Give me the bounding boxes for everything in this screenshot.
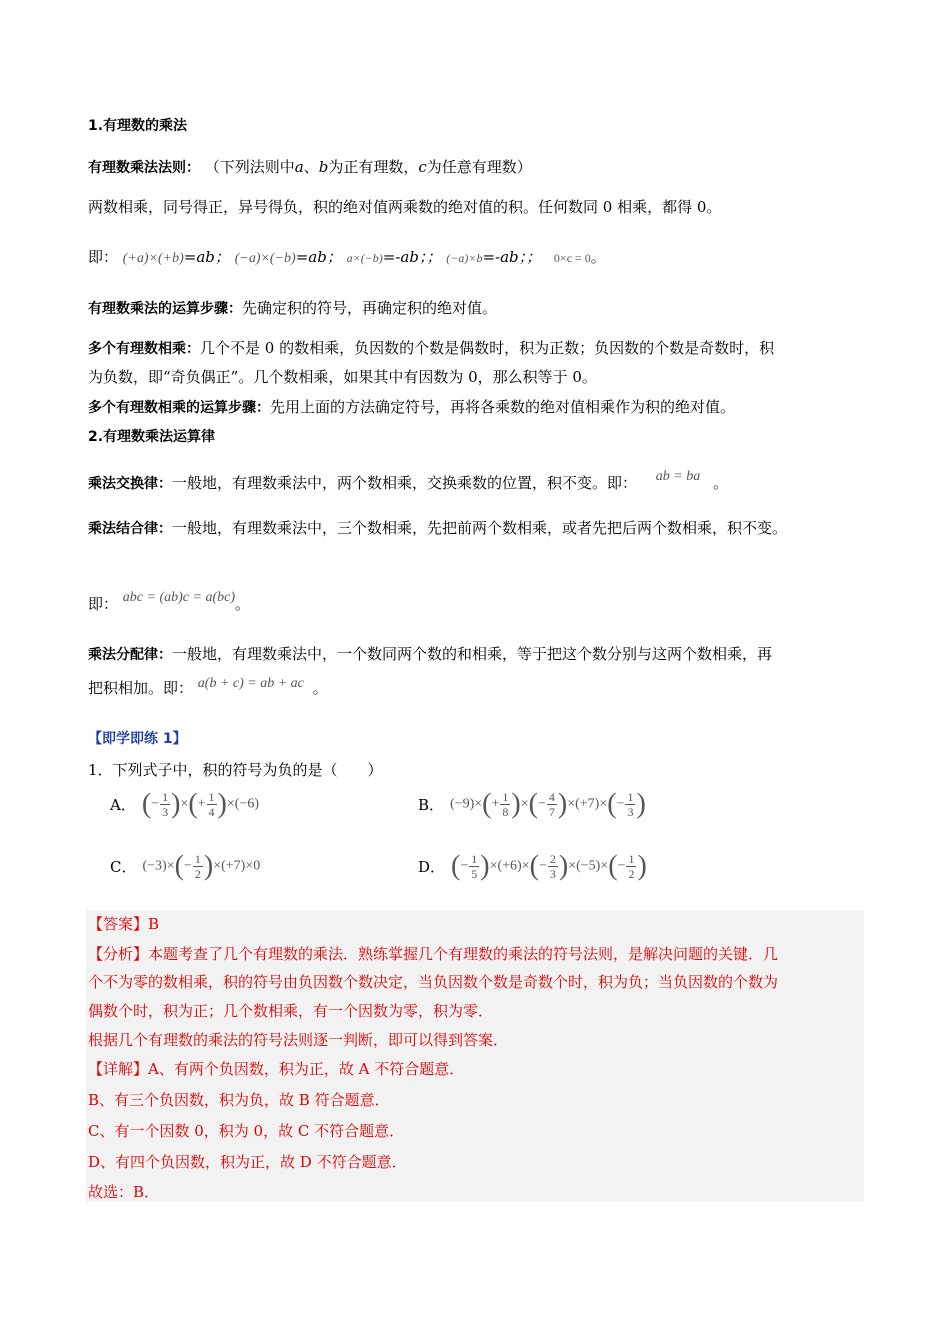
analysis-tag: 【分析】 bbox=[88, 945, 149, 963]
detail-tag: 【详解】 bbox=[88, 1060, 149, 1078]
multi-steps-text: 先用上面的方法确定符号，再将各乘数的绝对值相乘作为积的绝对值。 bbox=[270, 398, 736, 416]
rule-note-1: （下列法则中 bbox=[204, 158, 295, 176]
formula-3: a×(−b) bbox=[346, 251, 383, 265]
rule-formulas bbox=[88, 243, 870, 273]
option-a-expr: (− $\frac{1}{3}$ )×(+ $\frac{1}{4}$ )×(−6) bbox=[141, 788, 260, 820]
option-d[interactable] bbox=[418, 852, 647, 881]
steps-label: 有理数乘法的运算步骤： bbox=[88, 301, 242, 317]
detail-line-3: C、有一个因数 0，积为 0，故 C 不符合题意． bbox=[88, 1122, 405, 1140]
comm-formula: ab = ba bbox=[655, 469, 701, 484]
dist-line-2 bbox=[88, 674, 870, 704]
ji-label: 即： bbox=[88, 248, 119, 266]
option-c-expr: (−3)×(− $\frac{1}{2}$ )×(+7)×0 bbox=[142, 850, 261, 882]
dist-text-2: 把积相加。即： bbox=[88, 679, 194, 697]
analysis-line-4: 根据几个有理数的乘法的符号法则逐一判断，即可以得到答案． bbox=[88, 1031, 509, 1049]
var-b: b bbox=[318, 158, 329, 176]
analysis-line-3: 偶数个时，积为正；几个数相乘，有一个因数为零，积为零． bbox=[88, 1002, 494, 1020]
dist-text-1: 一般地，有理数乘法中，一个数同两个数的和相乘，等于把这个数分别与这两个数相乘，再 bbox=[172, 645, 773, 663]
comm-end: 。 bbox=[713, 474, 729, 492]
result-3: =-ab；； bbox=[382, 248, 442, 266]
detail-line-1 bbox=[88, 1055, 860, 1083]
rule-label: 有理数乘法法则： bbox=[88, 160, 200, 176]
assoc-ji: 即： bbox=[88, 595, 119, 613]
answer-tag: 【答案】 bbox=[88, 915, 149, 933]
question-text: 1．下列式子中，积的符号为负的是（ ） bbox=[88, 761, 383, 779]
rule-note-3: 为任意有理数） bbox=[426, 158, 532, 176]
section1-title: 1.有理数的乘法 bbox=[88, 118, 188, 134]
dist-label: 乘法分配律： bbox=[88, 647, 172, 663]
detail-text-1: A、有两个负因数，积为正，故 A 不符合题意． bbox=[148, 1060, 465, 1078]
rule-text: 两数相乘，同号得正，异号得负，积的绝对值两乘数的绝对值的积。任何数同 0 相乘，都得 0。 bbox=[88, 198, 722, 216]
sep-dun: 、 bbox=[303, 158, 319, 176]
rule-note-2: 为正有理数， bbox=[328, 158, 419, 176]
option-b-label: B． bbox=[418, 795, 445, 814]
steps-line bbox=[88, 294, 870, 323]
option-a-label: A． bbox=[110, 795, 136, 814]
comm-text: 一般地，有理数乘法中，两个数相乘，交换乘数的位置，积不变。即： bbox=[172, 474, 638, 492]
result-2: =ab； bbox=[295, 248, 342, 266]
steps-text: 先确定积的符号，再确定积的绝对值。 bbox=[242, 299, 498, 317]
option-b-expr: (−9)×(+ $\frac{1}{8}$ )×(− $\frac{4}{7}$ )×(+7)×(− $\frac{1}{3}$ ) bbox=[450, 788, 646, 820]
analysis-line-1 bbox=[88, 940, 860, 968]
var-a: a bbox=[294, 158, 304, 176]
option-b[interactable] bbox=[418, 790, 646, 819]
comm-label: 乘法交换律： bbox=[88, 476, 172, 492]
answer-line bbox=[88, 910, 860, 938]
analysis-line-2: 个不为零的数相乘，积的符号由负因数个数决定，当负因数个数是奇数个时，积为负；当负因数的个数为 bbox=[88, 973, 779, 991]
assoc-end: 。 bbox=[234, 595, 250, 613]
detail-line-4: D、有四个负因数，积为正，故 D 不符合题意． bbox=[88, 1153, 407, 1171]
dist-line-1 bbox=[88, 640, 870, 669]
formula-1: (+a)×(+b) bbox=[122, 251, 184, 266]
formula-4: (−a)×b bbox=[446, 251, 483, 265]
multi-steps-label: 多个有理数相乘的运算步骤： bbox=[88, 400, 270, 416]
multi-steps-line bbox=[88, 393, 870, 422]
multi-text-2: 为负数，即“奇负偶正”。几个数相乘，如果其中有因数为 0，那么积等于 0。 bbox=[88, 368, 597, 386]
multi-label: 多个有理数相乘： bbox=[88, 341, 200, 357]
analysis-text-1: 本题考查了几个有理数的乘法．熟练掌握几个有理数的乘法的符号法则，是解决问题的关键．几 bbox=[148, 945, 779, 963]
dist-formula: a(b + c) = ab + ac bbox=[197, 676, 304, 691]
multi-text-1: 几个不是 0 的数相乘，负因数的个数是偶数时，积为正数；负因数的个数是奇数时，积 bbox=[200, 339, 775, 357]
formula-2: (−a)×(−b) bbox=[234, 251, 296, 266]
final-answer: 故选：B． bbox=[88, 1183, 160, 1201]
result-1: =ab； bbox=[183, 248, 230, 266]
option-d-label: D． bbox=[418, 857, 446, 876]
comm-line bbox=[88, 469, 870, 499]
option-c[interactable] bbox=[110, 852, 260, 881]
multi-line-1 bbox=[88, 334, 870, 363]
dist-end: 。 bbox=[312, 679, 328, 697]
answer-value: B bbox=[148, 915, 160, 933]
option-a[interactable] bbox=[110, 790, 259, 819]
assoc-formula-line bbox=[88, 590, 870, 620]
option-d-expr: (− $\frac{1}{5}$ )×(+6)×(− $\frac{2}{3}$ )×(−5)×(− $\frac{1}{2}$ ) bbox=[451, 850, 647, 882]
assoc-line bbox=[88, 514, 870, 543]
option-c-label: C． bbox=[110, 857, 137, 876]
var-c: c bbox=[418, 158, 427, 176]
detail-line-2: B、有三个负因数，积为负，故 B 符合题意． bbox=[88, 1091, 390, 1109]
assoc-formula: abc = (ab)c = a(bc) bbox=[122, 590, 235, 605]
result-4: =-ab；； bbox=[482, 248, 542, 266]
formula-5: 0×c = 0 bbox=[553, 251, 591, 265]
practice-header: 【即学即练 1】 bbox=[88, 731, 187, 747]
rule-line bbox=[88, 153, 870, 182]
result-5: 。 bbox=[590, 248, 606, 266]
section2-title: 2.有理数乘法运算律 bbox=[88, 429, 216, 445]
assoc-text: 一般地，有理数乘法中，三个数相乘，先把前两个数相乘，或者先把后两个数相乘，积不变。 bbox=[172, 519, 788, 537]
assoc-label: 乘法结合律： bbox=[88, 521, 172, 537]
